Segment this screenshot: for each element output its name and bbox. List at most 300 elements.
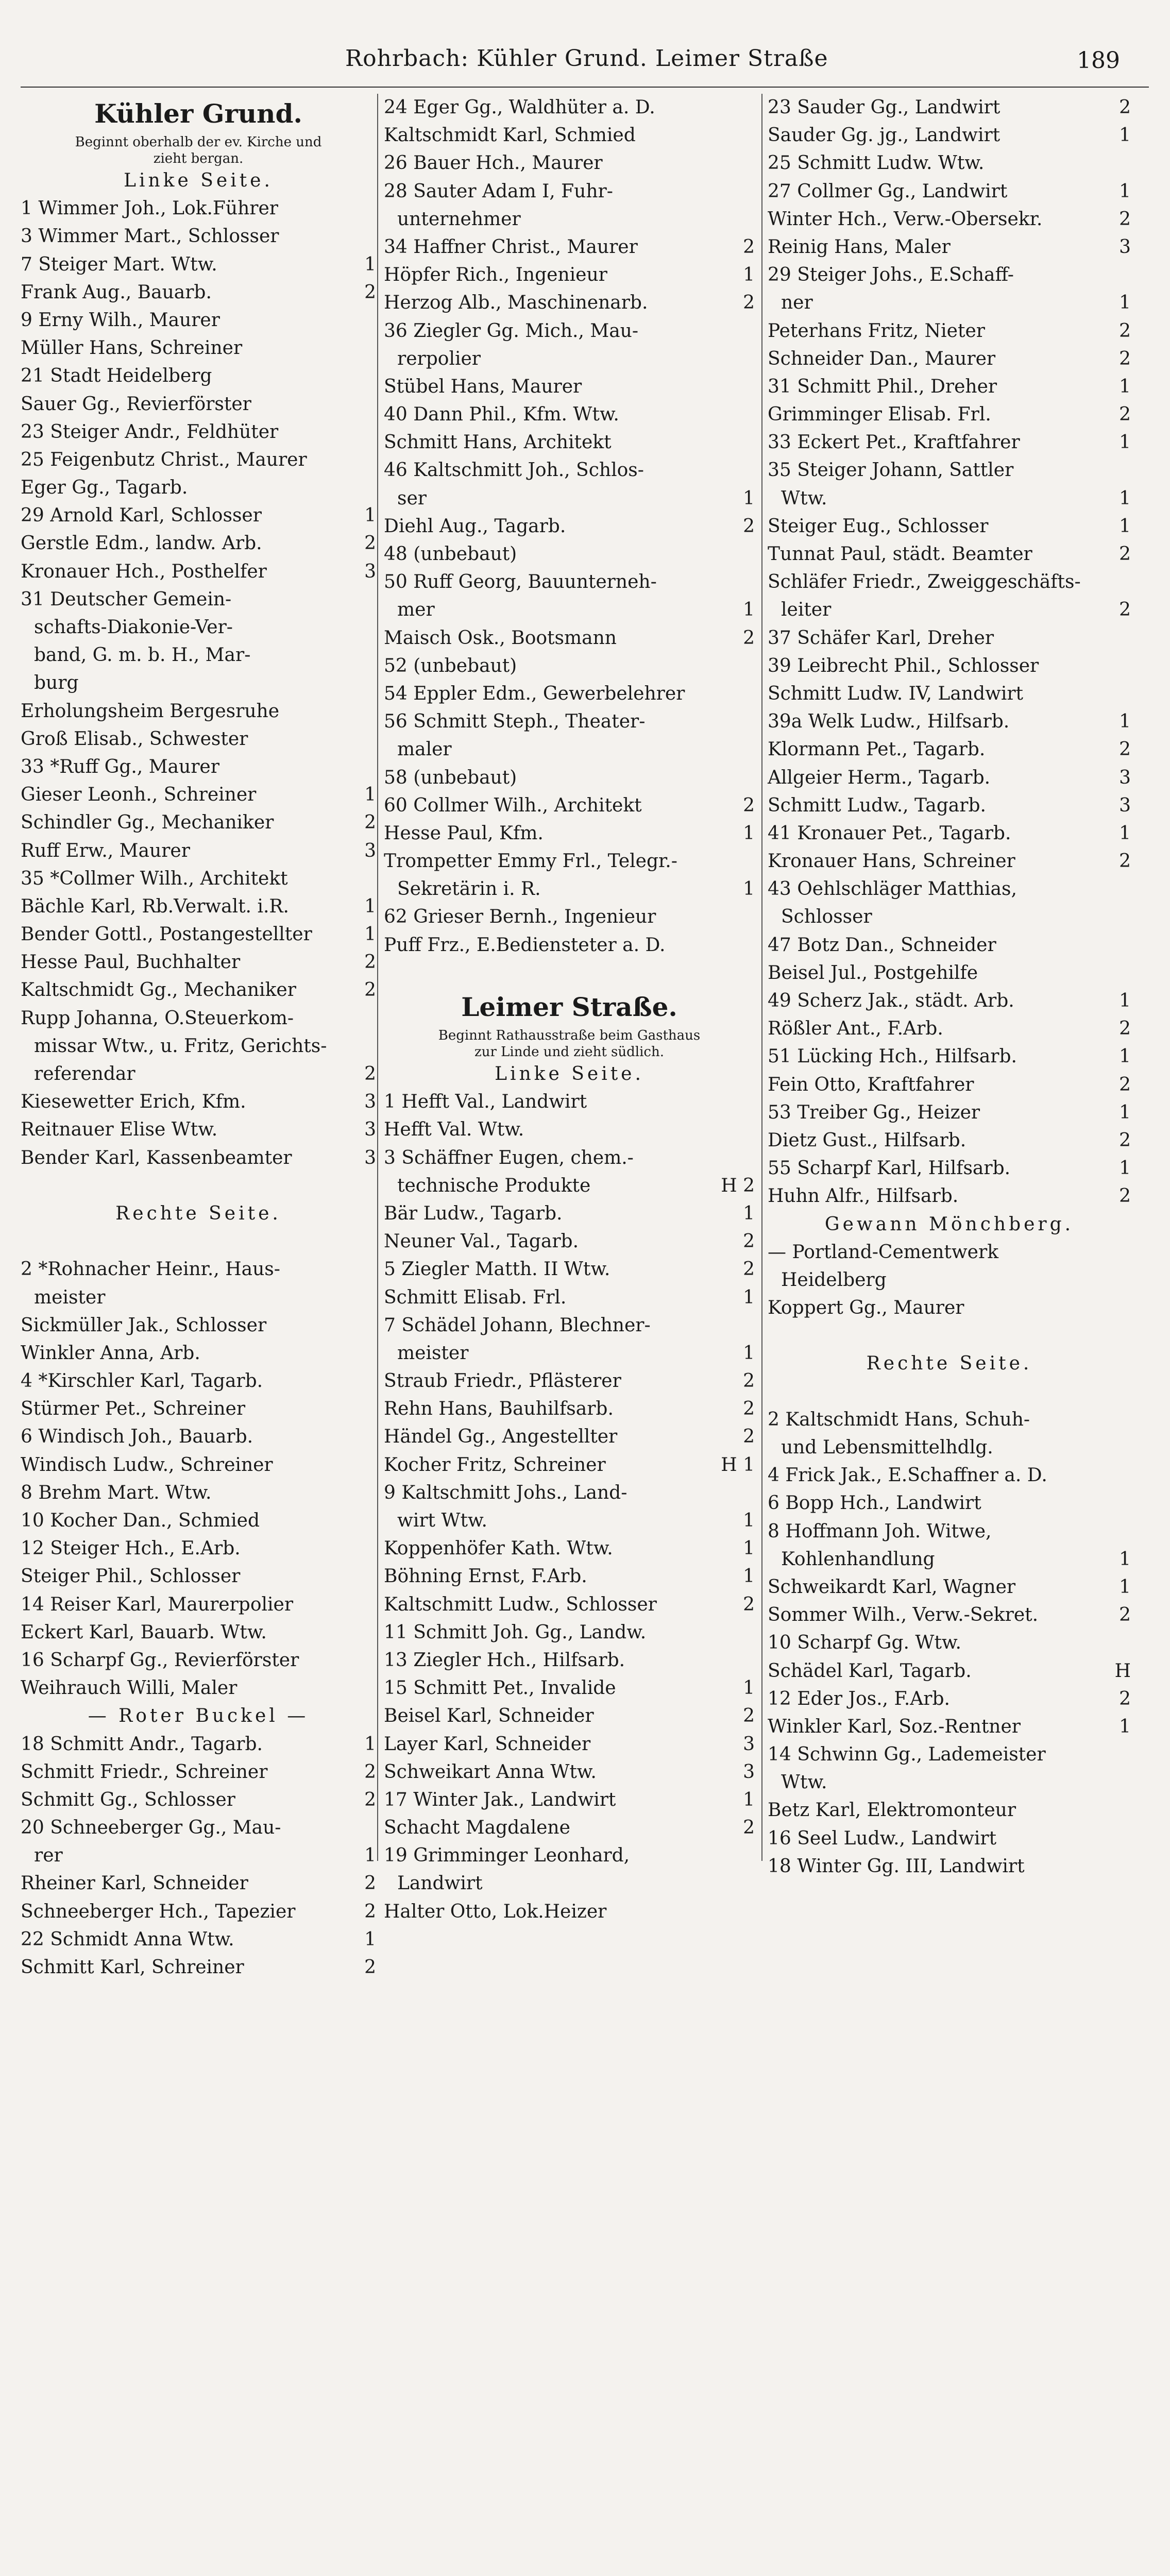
entry-text: Kronauer Hans, Schreiner [768, 851, 1015, 872]
spacer [768, 1322, 1131, 1350]
entry-continuation [384, 736, 755, 764]
directory-entry [768, 1825, 1131, 1853]
directory-entry [384, 456, 755, 484]
entry-text: 14 Reiser Karl, Maurerpolier [21, 1594, 294, 1615]
entry-text: Diehl Aug., Tagarb. [384, 515, 566, 537]
entry-text: Landwirt [397, 1873, 483, 1894]
entry-text: Groß Elisab., Schwester [21, 728, 248, 750]
entry-text: 11 Schmitt Joh. Gg., Landw. [384, 1621, 647, 1643]
entry-text: und Lebensmittelhdlg. [781, 1437, 993, 1458]
running-title: Rohrbach: Kühler Grund. Leimer Straße [345, 45, 828, 72]
directory-entry [384, 1284, 755, 1312]
entry-text: Linke Seite. [124, 170, 273, 191]
street-note [21, 134, 376, 150]
entry-text: Kaltschmidt Gg., Mechaniker [21, 979, 296, 1001]
directory-entry [384, 1786, 755, 1814]
floor-number: 1 [743, 1789, 755, 1810]
entry-text: Winkler Karl, Soz.-Rentner [768, 1716, 1021, 1737]
directory-entry [21, 1144, 376, 1172]
entry-text: Beisel Karl, Schneider [384, 1705, 594, 1727]
directory-entry [384, 1647, 755, 1674]
floor-number: 1 [364, 784, 376, 806]
directory-entry [21, 753, 376, 781]
floor-number: 3 [1119, 767, 1131, 788]
floor-number: 1 [364, 895, 376, 917]
floor-number: 1 [1119, 1716, 1131, 1737]
entry-text: Wtw. [781, 487, 827, 509]
floor-number: 2 [364, 1873, 376, 1894]
entry-text: 40 Dann Phil., Kfm. Wtw. [384, 404, 619, 426]
directory-entry [768, 1182, 1131, 1210]
entry-text: Tunnat Paul, städt. Beamter [768, 544, 1032, 565]
directory-entry [384, 1731, 755, 1758]
entry-text: 50 Ruff Georg, Bauunterneh- [384, 571, 657, 593]
entry-text: Allgeier Herm., Tagarb. [768, 767, 991, 788]
directory-entry [384, 624, 755, 652]
floor-number: 2 [1119, 851, 1131, 872]
entry-text: 4 *Kirschler Karl, Tagarb. [21, 1370, 263, 1392]
directory-entry [768, 987, 1131, 1015]
entry-text: Rheiner Karl, Schneider [21, 1873, 248, 1894]
entry-text: Schädel Karl, Tagarb. [768, 1660, 972, 1682]
directory-entry [21, 251, 376, 279]
entry-text: Neuner Val., Tagarb. [384, 1231, 579, 1252]
entry-text: ser [397, 487, 427, 509]
entry-text: Schmitt Elisab. Frl. [384, 1286, 567, 1308]
directory-entry [21, 837, 376, 865]
entry-text: Schmitt Karl, Schreiner [21, 1957, 244, 1978]
directory-entry [21, 279, 376, 307]
directory-entry [768, 764, 1131, 792]
directory-entry [21, 1535, 376, 1563]
entry-text: zur Linde und zieht südlich. [474, 1044, 664, 1060]
directory-entry [384, 568, 755, 596]
directory-entry [768, 680, 1131, 708]
entry-text: Winter Hch., Verw.-Obersekr. [768, 208, 1043, 230]
floor-number: 1 [364, 505, 376, 527]
floor-number: 2 [1119, 1604, 1131, 1626]
floor-number: 1 [1119, 1101, 1131, 1123]
directory-entry [384, 1367, 755, 1395]
floor-number: 3 [364, 561, 376, 582]
floor-number: 2 [364, 533, 376, 554]
section-heading [768, 1211, 1131, 1239]
entry-text: 25 Feigenbutz Christ., Maurer [21, 449, 307, 470]
entry-text: Halter Otto, Lok.Heizer [384, 1901, 607, 1922]
entry-text: Grimminger Elisab. Frl. [768, 404, 991, 426]
directory-entry [768, 1071, 1131, 1099]
entry-text: Händel Gg., Angestellter [384, 1426, 618, 1448]
floor-number: 2 [743, 1398, 755, 1420]
entry-text: 6 Bopp Hch., Landwirt [768, 1493, 981, 1514]
directory-entry [768, 233, 1131, 261]
directory-entry [384, 820, 755, 848]
directory-entry [384, 429, 755, 456]
directory-entry [768, 820, 1131, 848]
entry-text: Bender Gottl., Postangestellter [21, 924, 312, 945]
directory-entry [384, 289, 755, 317]
page-header [0, 0, 1170, 77]
directory-entry [384, 373, 755, 401]
floor-number: 1 [743, 1286, 755, 1308]
entry-text: maler [397, 739, 452, 760]
directory-entry [384, 317, 755, 345]
directory-entry [21, 698, 376, 725]
entry-continuation [21, 641, 376, 669]
entry-text: Gewann Mönchberg. [824, 1213, 1074, 1235]
entry-text: 15 Schmitt Pet., Invalide [384, 1677, 616, 1699]
directory-entry [21, 948, 376, 976]
directory-entry [768, 1518, 1131, 1546]
entry-text: Steiger Eug., Schlosser [768, 515, 989, 537]
entry-text: Rechte Seite. [115, 1202, 281, 1224]
directory-entry [768, 1685, 1131, 1713]
directory-entry [768, 456, 1131, 484]
entry-text: Puff Frz., E.Bediensteter a. D. [384, 934, 666, 956]
entry-text: Heidelberg [781, 1269, 887, 1291]
entry-text: Rößler Ant., F.Arb. [768, 1018, 943, 1040]
entry-text: rer [34, 1845, 63, 1867]
entry-text: burg [34, 672, 79, 694]
directory-entry [21, 530, 376, 557]
entry-text: Kronauer Hch., Posthelfer [21, 561, 267, 582]
entry-continuation [384, 345, 755, 373]
directory-entry [768, 848, 1131, 875]
floor-number: 2 [1119, 348, 1131, 369]
directory-entry [21, 1005, 376, 1032]
directory-entry [768, 373, 1131, 401]
section-heading [21, 1702, 376, 1730]
directory-entry [384, 1451, 755, 1479]
entry-text: Beginnt Rathausstraße beim Gasthaus [438, 1028, 701, 1043]
entry-text: 29 Arnold Karl, Schlosser [21, 505, 262, 527]
floor-number: 2 [1119, 544, 1131, 565]
entry-text: 35 *Collmer Wilh., Architekt [21, 868, 288, 889]
directory-entry [768, 708, 1131, 736]
directory-entry [768, 94, 1131, 122]
entry-text: Weihrauch Willi, Maler [21, 1677, 238, 1699]
floor-number: 1 [1119, 376, 1131, 397]
street-heading [384, 987, 755, 1027]
directory-entry [21, 1088, 376, 1116]
directory-entry [768, 1741, 1131, 1769]
spacer [21, 1228, 376, 1256]
floor-number: 2 [743, 794, 755, 816]
directory-entry [21, 865, 376, 893]
entry-text: 41 Kronauer Pet., Tagarb. [768, 822, 1011, 844]
entry-text: Beginnt oberhalb der ev. Kirche und [75, 134, 322, 150]
floor-number: 1 [1119, 125, 1131, 146]
directory-entry [21, 1451, 376, 1479]
entry-text: Wtw. [781, 1772, 827, 1793]
directory-entry [21, 307, 376, 334]
floor-number: 2 [743, 515, 755, 537]
entry-text: zieht bergan. [153, 151, 244, 166]
entry-continuation [384, 596, 755, 624]
floor-number: 1 [1119, 487, 1131, 509]
entry-text: 33 Eckert Pet., Kraftfahrer [768, 432, 1020, 453]
floor-number: 2 [743, 1705, 755, 1727]
floor-number: 2 [1119, 208, 1131, 230]
directory-entry [768, 206, 1131, 233]
directory-entry [768, 1294, 1131, 1322]
directory-entry [384, 1702, 755, 1730]
directory-entry [384, 1591, 755, 1619]
entry-text: Bär Ludw., Tagarb. [384, 1202, 563, 1224]
directory-entry [21, 976, 376, 1004]
entry-text: 52 (unbebaut) [384, 655, 517, 676]
directory-entry [384, 1312, 755, 1340]
directory-entry [768, 1573, 1131, 1601]
floor-number: 2 [743, 627, 755, 649]
entry-continuation [768, 1769, 1131, 1797]
directory-entry [768, 122, 1131, 149]
entry-text: Betz Karl, Elektromonteur [768, 1800, 1016, 1821]
entry-continuation [768, 1266, 1131, 1294]
directory-entry [384, 1814, 755, 1842]
entry-text: 4 Frick Jak., E.Schaffner a. D. [768, 1465, 1047, 1486]
directory-entry [768, 540, 1131, 568]
section-heading [384, 1060, 755, 1088]
directory-entry [768, 875, 1131, 903]
entry-text: Stürmer Pet., Schreiner [21, 1398, 246, 1420]
directory-entry [768, 1406, 1131, 1434]
directory-entry [768, 317, 1131, 345]
directory-entry [21, 1786, 376, 1814]
entry-text: 56 Schmitt Steph., Theater- [384, 711, 646, 733]
street-note [384, 1027, 755, 1044]
floor-number: 1 [1119, 1576, 1131, 1598]
floor-number: 1 [364, 924, 376, 945]
floor-number: H [1114, 1660, 1131, 1682]
entry-text: Schmitt Friedr., Schreiner [21, 1761, 268, 1783]
entry-text: 60 Collmer Wilh., Architekt [384, 794, 642, 816]
directory-entry [768, 1239, 1131, 1266]
column-right [768, 94, 1131, 1877]
floor-number: 2 [364, 1761, 376, 1783]
entry-text: — Portland-Cementwerk [768, 1241, 999, 1263]
directory-entry [384, 652, 755, 680]
directory-entry [21, 1116, 376, 1144]
entry-text: Rechte Seite. [866, 1353, 1032, 1375]
entry-continuation [768, 903, 1131, 931]
directory-entry [384, 848, 755, 875]
entry-text: Fein Otto, Kraftfahrer [768, 1074, 974, 1095]
entry-text: Kaltschmidt Karl, Schmied [384, 125, 636, 146]
directory-entry [768, 261, 1131, 289]
directory-entry [768, 345, 1131, 373]
floor-number: 1 [743, 1510, 755, 1531]
entry-continuation [768, 1546, 1131, 1573]
directory-entry [21, 1312, 376, 1340]
directory-entry [768, 513, 1131, 540]
entry-text: 51 Lücking Hch., Hilfsarb. [768, 1046, 1017, 1067]
entry-text: 16 Seel Ludw., Landwirt [768, 1827, 997, 1849]
floor-number: 2 [743, 236, 755, 258]
column-middle [384, 94, 755, 1922]
entry-text: Straub Friedr., Pflästerer [384, 1370, 621, 1392]
entry-text: 22 Schmidt Anna Wtw. [21, 1928, 234, 1950]
directory-entry [21, 446, 376, 474]
directory-entry [384, 1256, 755, 1283]
floor-number: H 2 [721, 1175, 755, 1196]
directory-entry [768, 178, 1131, 206]
floor-number: 2 [743, 1370, 755, 1392]
floor-number: 2 [1119, 97, 1131, 118]
floor-number: 2 [743, 1594, 755, 1615]
column-left [21, 94, 376, 1978]
entry-text: 8 Hoffmann Joh. Witwe, [768, 1520, 992, 1542]
entry-text: 62 Grieser Bernh., Ingenieur [384, 906, 656, 928]
entry-text: Koppert Gg., Maurer [768, 1297, 964, 1319]
directory-entry [21, 725, 376, 753]
directory-entry [384, 540, 755, 568]
entry-text: 39 Leibrecht Phil., Schlosser [768, 655, 1039, 676]
floor-number: 2 [364, 1957, 376, 1978]
entry-text: 12 Eder Jos., F.Arb. [768, 1688, 950, 1709]
entry-text: 14 Schwinn Gg., Lademeister [768, 1744, 1046, 1766]
floor-number: 3 [364, 840, 376, 861]
entry-text: Klormann Pet., Tagarb. [768, 739, 986, 760]
directory-entry [21, 1758, 376, 1786]
directory-entry [21, 1479, 376, 1507]
directory-entry [384, 1758, 755, 1786]
directory-entry [21, 1256, 376, 1283]
floor-number: 1 [1119, 990, 1131, 1011]
entry-text: 17 Winter Jak., Landwirt [384, 1789, 616, 1810]
column-divider [377, 94, 378, 1861]
entry-text: Gieser Leonh., Schreiner [21, 784, 257, 806]
entry-text: leiter [781, 599, 832, 621]
floor-number: 2 [1119, 739, 1131, 760]
directory-entry [384, 1563, 755, 1590]
directory-entry [384, 1535, 755, 1563]
entry-continuation [384, 1507, 755, 1535]
spacer [384, 959, 755, 987]
floor-number: 3 [1119, 794, 1131, 816]
section-heading [21, 167, 376, 195]
entry-text: Stübel Hans, Maurer [384, 376, 582, 397]
entry-continuation [384, 206, 755, 233]
directory-entry [768, 959, 1131, 987]
entry-text: Sauer Gg., Revierförster [21, 393, 251, 415]
floor-number: 1 [743, 822, 755, 844]
entry-text: missar Wtw., u. Fritz, Gerichts- [34, 1035, 327, 1057]
directory-entry [384, 708, 755, 736]
spacer [768, 1378, 1131, 1406]
entry-text: 19 Grimminger Leonhard, [384, 1845, 630, 1867]
entry-continuation [768, 289, 1131, 317]
directory-entry [768, 568, 1131, 596]
directory-entry [384, 513, 755, 540]
entry-text: 3 Wimmer Mart., Schlosser [21, 226, 279, 247]
directory-entry [21, 195, 376, 223]
entry-text: Schweikardt Karl, Wagner [768, 1576, 1016, 1598]
entry-text: Kühler Grund. [94, 98, 302, 129]
directory-entry [21, 1563, 376, 1590]
entry-text: Rupp Johanna, O.Steuerkom- [21, 1007, 294, 1029]
entry-text: wirt Wtw. [397, 1510, 487, 1531]
entry-continuation [384, 1172, 755, 1200]
entry-text: Layer Karl, Schneider [384, 1733, 591, 1755]
entry-text: Müller Hans, Schreiner [21, 337, 243, 359]
directory-entry [768, 149, 1131, 177]
page-footer [0, 1906, 1170, 2035]
entry-text: 7 Steiger Mart. Wtw. [21, 253, 217, 275]
floor-number: 3 [364, 1091, 376, 1113]
directory-entry [768, 1629, 1131, 1657]
entry-text: 54 Eppler Edm., Gewerbelehrer [384, 683, 685, 704]
entry-text: 7 Schädel Johann, Blechner- [384, 1314, 651, 1336]
entry-text: band, G. m. b. H., Mar- [34, 645, 251, 666]
directory-entry [21, 474, 376, 502]
entry-text: unternehmer [397, 208, 521, 230]
entry-text: 58 (unbebaut) [384, 767, 517, 788]
entry-text: rerpolier [397, 348, 481, 369]
floor-number: 3 [364, 1147, 376, 1168]
floor-number: 1 [743, 487, 755, 509]
floor-number: 2 [743, 1817, 755, 1839]
directory-entry [21, 586, 376, 614]
entry-continuation [768, 485, 1131, 513]
entry-continuation [21, 1032, 376, 1060]
directory-entry [21, 893, 376, 921]
entry-text: 18 Schmitt Andr., Tagarb. [21, 1733, 263, 1755]
entry-text: Linke Seite. [495, 1063, 644, 1084]
directory-entry [384, 680, 755, 708]
entry-text: 16 Scharpf Gg., Revierförster [21, 1649, 299, 1671]
entry-continuation [384, 1870, 755, 1897]
floor-number: 1 [743, 1566, 755, 1587]
entry-text: 9 Kaltschmitt Johs., Land- [384, 1482, 628, 1503]
entry-text: Kohlenhandlung [781, 1548, 935, 1570]
section-heading [21, 1200, 376, 1228]
directory-entry [768, 1853, 1131, 1880]
floor-number: 2 [364, 812, 376, 834]
entry-text: Kocher Fritz, Schreiner [384, 1454, 606, 1476]
floor-number: 2 [364, 1063, 376, 1084]
entry-text: Schlosser [781, 906, 872, 928]
entry-text: Leimer Straße. [461, 992, 677, 1022]
entry-text: Hesse Paul, Kfm. [384, 822, 544, 844]
entry-text: Peterhans Fritz, Nieter [768, 320, 985, 342]
floor-number: 2 [364, 979, 376, 1001]
directory-entry [768, 1797, 1131, 1824]
floor-number: 2 [1119, 599, 1131, 621]
directory-entry [384, 792, 755, 820]
floor-number: 1 [743, 1538, 755, 1560]
entry-text: 3 Schäffner Eugen, chem.- [384, 1147, 634, 1168]
entry-text: 5 Ziegler Matth. II Wtw. [384, 1259, 611, 1280]
entry-text: Eger Gg., Tagarb. [21, 477, 188, 499]
directory-entry [21, 223, 376, 250]
floor-number: 2 [743, 1231, 755, 1252]
entry-text: Schneider Dan., Maurer [768, 348, 996, 369]
floor-number: 2 [1119, 1129, 1131, 1151]
entry-text: mer [397, 599, 435, 621]
directory-entry [21, 558, 376, 586]
entry-text: Dietz Gust., Hilfsarb. [768, 1129, 966, 1151]
floor-number: 2 [364, 281, 376, 303]
floor-number: 1 [743, 878, 755, 900]
entry-text: Kiesewetter Erich, Kfm. [21, 1091, 246, 1113]
directory-entry [21, 1591, 376, 1619]
floor-number: 2 [1119, 1185, 1131, 1207]
directory-entry [384, 233, 755, 261]
floor-number: 2 [743, 1259, 755, 1280]
floor-number: 1 [364, 253, 376, 275]
entry-text: Reitnauer Elise Wtw. [21, 1119, 218, 1141]
